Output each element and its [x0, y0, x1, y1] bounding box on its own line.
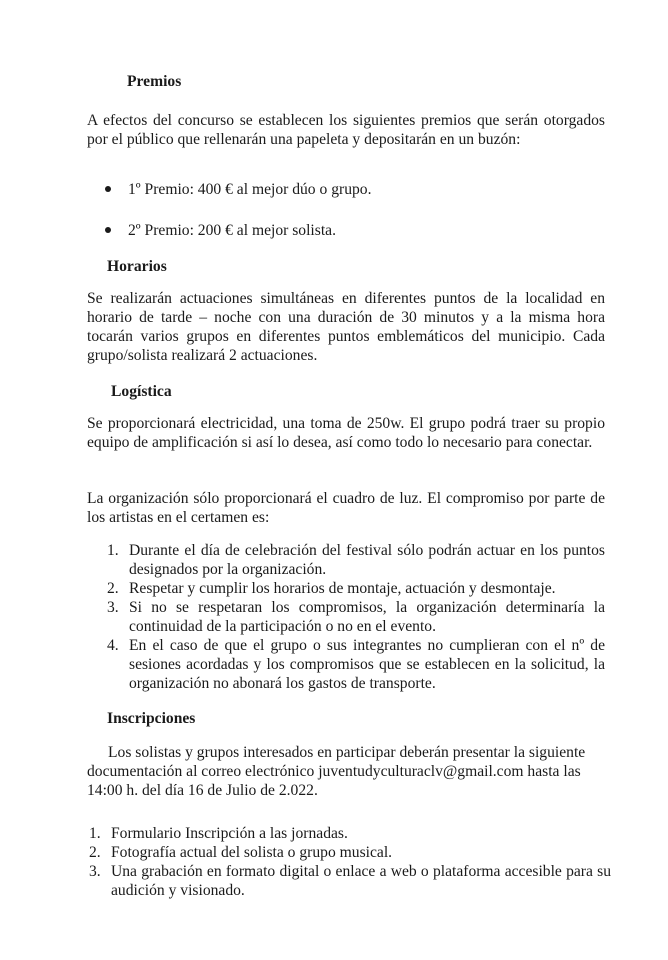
logistica-text-1: Se proporcionará electricidad, una toma de 250w. El grupo podrá traer su propio equipo de amplificación si así lo desea, así como todo lo necesario para conectar. — [87, 415, 605, 451]
premio-2: 2º Premio: 200 € al mejor solista. — [128, 222, 336, 239]
documentacion-list — [89, 824, 611, 900]
list-item: 4. En el caso de que el grupo o sus integrantes no cumplieran con el nº de sesiones acordadas y los compromisos que se establecen en la solicitud, la organización no abonará los gastos de transporte. — [107, 637, 605, 692]
list-item: 1. Formulario Inscripción a las jornadas. — [89, 825, 348, 842]
logistica-text-2: La organización sólo proporcionará el cuadro de luz. El compromiso por parte de los artistas en el certamen es: — [87, 490, 605, 526]
list-item: 3. Si no se respetaran los compromisos, la organización determinaría la continuidad de la participación o no en el evento. — [107, 599, 605, 635]
list-item: 3. Una grabación en formato digital o enlace a web o plataforma accesible para su audición y visionado. — [89, 863, 611, 899]
list-item: 2. Fotografía actual del solista o grupo musical. — [89, 844, 393, 861]
logistica-heading: Logística — [111, 383, 172, 400]
horarios-text: Se realizarán actuaciones simultáneas en diferentes puntos de la localidad en horario de tarde – noche con una duración de 30 minutos y a la misma hora tocarán varios grupos en diferentes puntos emblemáticos del municipio. Cada grupo/solista realizará 2 actuaciones. — [87, 290, 605, 364]
premio-1: 1º Premio: 400 € al mejor dúo o grupo. — [128, 181, 372, 198]
horarios-heading: Horarios — [107, 258, 167, 275]
list-item: 2. Respetar y cumplir los horarios de montaje, actuación y desmontaje. — [107, 580, 556, 597]
premios-heading: Premios — [127, 73, 182, 90]
inscripciones-text: Los solistas y grupos interesados en participar deberán presentar la siguiente documentación al correo electrónico juventudyculturaclv@gmail.com hasta las 14:00 h. del día 16 de Julio de 2.022. — [87, 744, 586, 799]
bullet-icon — [105, 227, 111, 233]
premios-intro: A efectos del concurso se establecen los siguientes premios que serán otorgados por el público que rellenarán una papeleta y depositarán en un buzón: — [87, 112, 605, 148]
bullet-icon — [105, 186, 111, 192]
compromisos-list — [107, 541, 605, 693]
list-item: 1. Durante el día de celebración del festival sólo podrán actuar en los puntos designados por la organización. — [107, 542, 605, 578]
inscripciones-heading: Inscripciones — [107, 710, 196, 727]
